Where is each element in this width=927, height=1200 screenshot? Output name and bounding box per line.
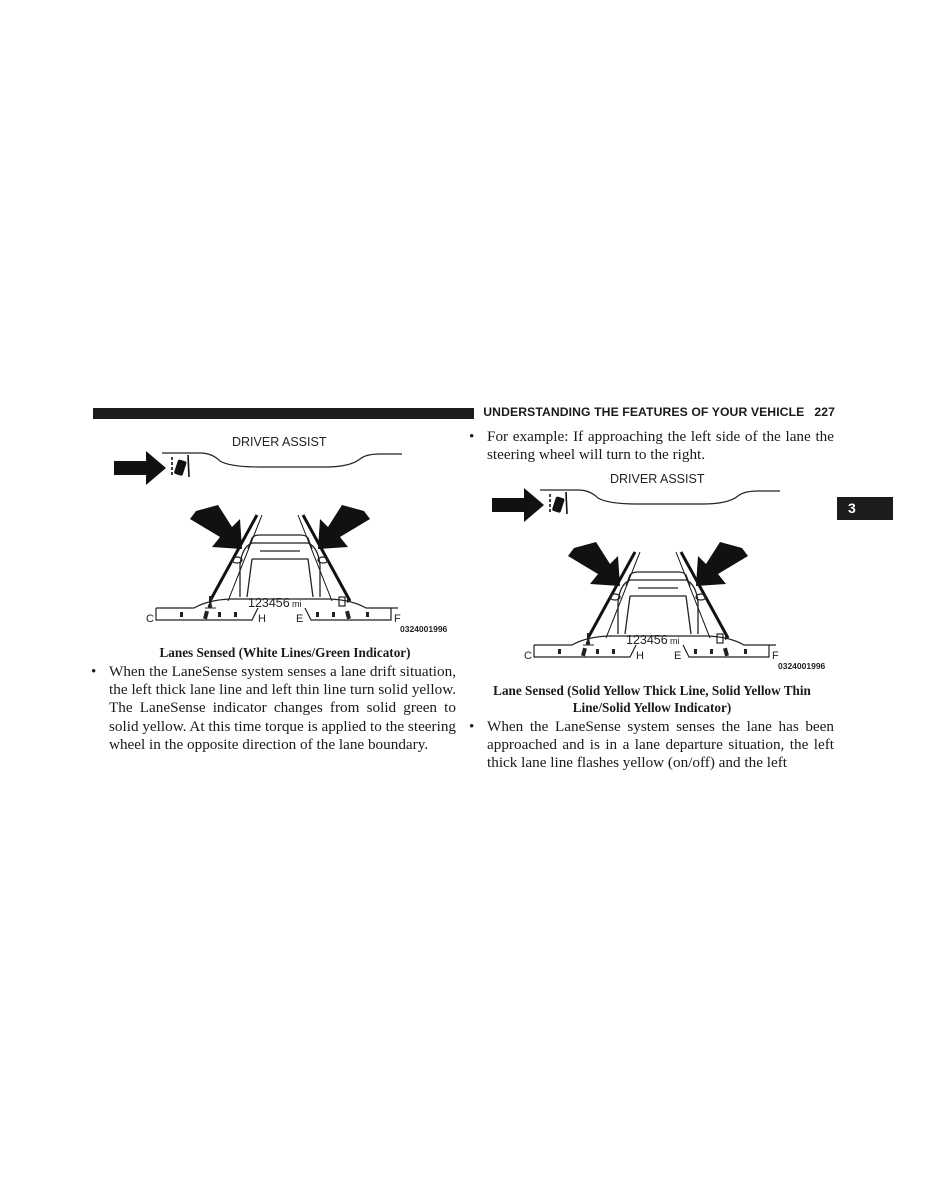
gauge-label-h: H [636,650,644,662]
chapter-tab: 3 [837,497,893,520]
bullet-lane-drift [91,663,457,754]
gauge-label-e: E [296,613,304,625]
header-rule [93,408,474,419]
lanesense-icon [550,492,567,514]
figure-banner: DRIVER ASSIST [232,435,327,449]
figure-caption: Lanes Sensed (White Lines/Green Indicator) [159,645,411,660]
bullet-text: When the LaneSense system senses the lane has been approached and is in a lane departure situation, the left thick lane line flashes yellow (on/off) and the left [487,718,834,772]
arrow-icon [492,488,544,522]
bullet-marker: • [91,663,97,680]
odometer-unit: mi [670,636,680,646]
gauge-label-f: F [394,613,401,625]
bullet-text: For example: If approaching the left side of the lane the steering wheel will turn to the right. [487,428,834,464]
arrow-icon [696,542,748,586]
bullet-marker: • [469,718,475,735]
gauge-label-f: F [772,650,779,662]
section-title: UNDERSTANDING THE FEATURES OF YOUR VEHICLE [483,405,805,419]
odometer-value: 123456 [626,633,668,647]
arrow-icon [114,451,166,485]
bullet-example [469,428,834,464]
bullet-marker: • [469,428,475,445]
arrow-icon [190,505,242,549]
arrow-icon [318,505,370,549]
running-header [483,405,835,419]
gauge-label-h: H [258,613,266,625]
figure-lane-sensed-yellow [488,462,838,677]
bullet-lane-departure [469,718,834,773]
odometer-unit: mi [292,599,302,609]
gauge-label-e: E [674,650,682,662]
figure-banner: DRIVER ASSIST [610,472,705,486]
odometer-value: 123456 [248,596,290,610]
figure-lanes-sensed [110,425,460,640]
page-number: 227 [814,405,835,419]
arrow-icon [568,542,620,586]
gauge-label-c: C [146,613,154,625]
figure-id: 0324001996 [778,661,826,671]
lanesense-icon [172,455,189,477]
figure-id: 0324001996 [400,624,448,634]
figure-caption: Lane Sensed (Solid Yellow Thick Line, Solid Yellow Thin Line/Solid Yellow Indicator) [493,683,811,715]
bullet-text: When the LaneSense system senses a lane drift situation, the left thick lane line and left thin line turn solid yellow. The LaneSense indicator changes from solid green to solid yellow. At this time torque is applied to the steering wheel in the opposite direction of the lane boundary. [109,663,457,753]
gauge-label-c: C [524,650,532,662]
vehicle-graphic [232,535,328,597]
vehicle-graphic [610,572,706,634]
